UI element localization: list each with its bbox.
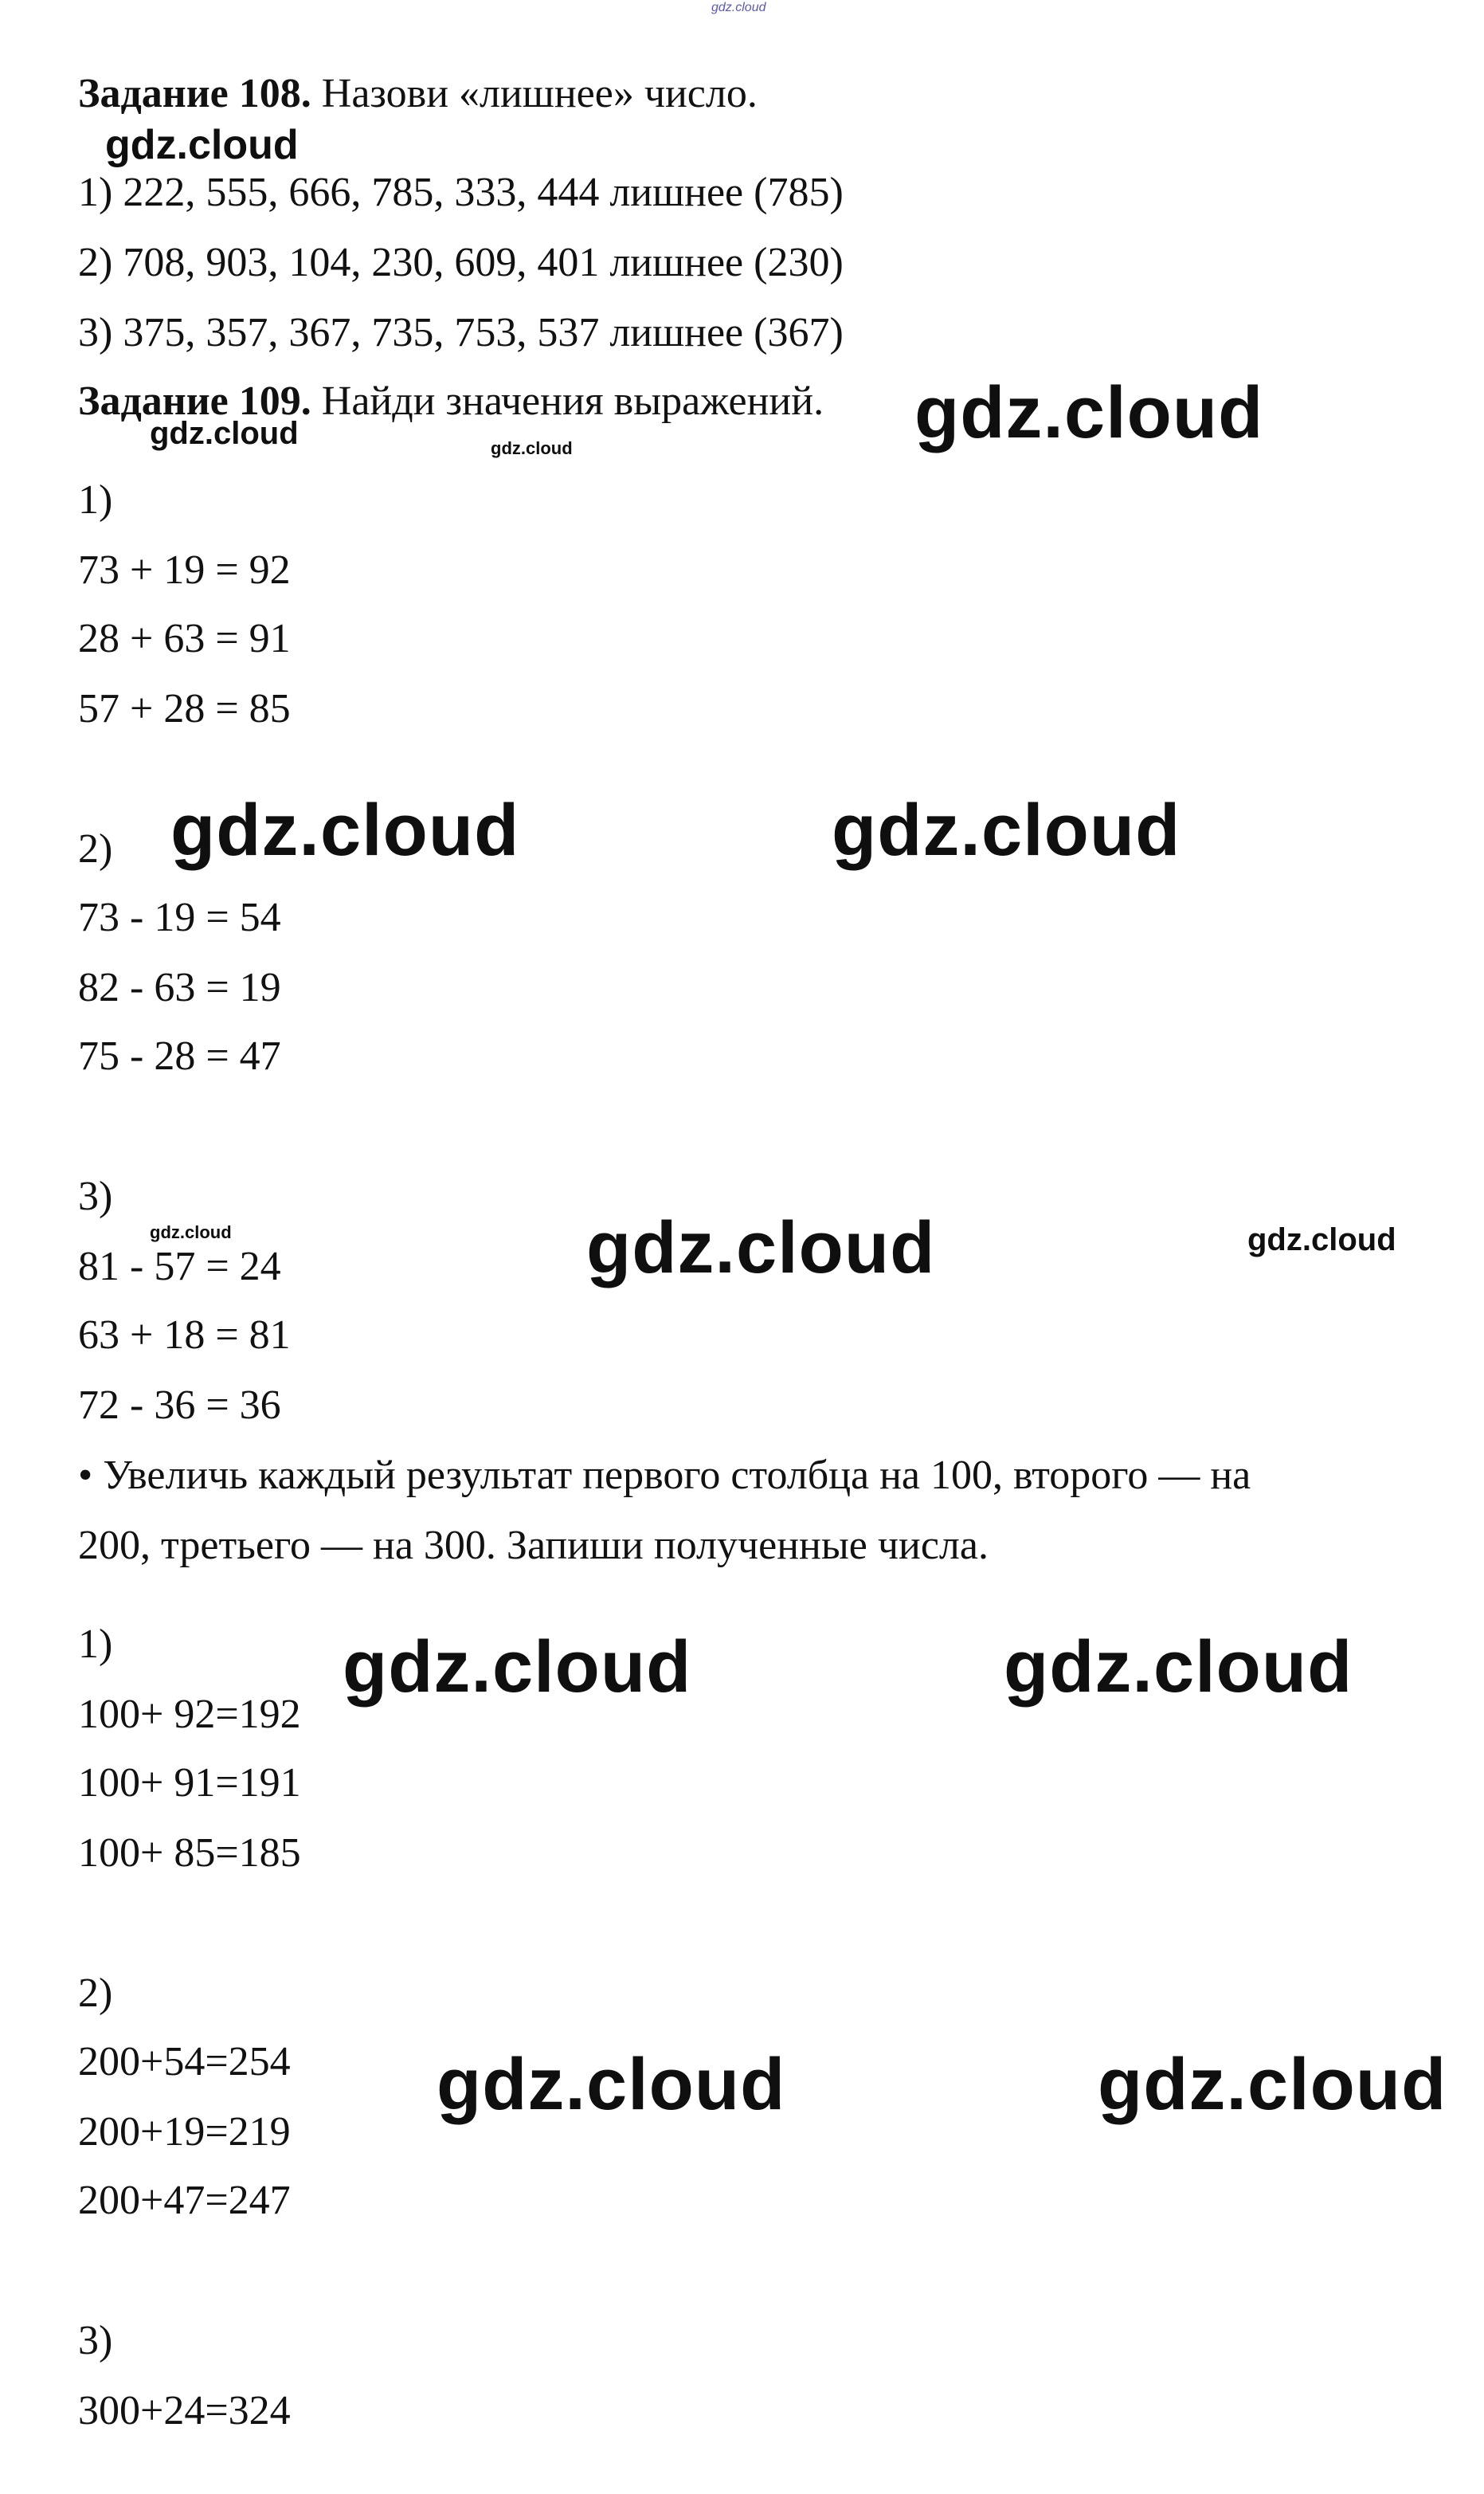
task108-instruction: Назови «лишнее» число. bbox=[321, 71, 758, 116]
result-line: 100+ 85=185 bbox=[78, 1830, 301, 1876]
expression-line: 57 + 28 = 85 bbox=[78, 686, 291, 731]
expression-line: 73 + 19 = 92 bbox=[78, 547, 291, 593]
watermark-top: gdz.cloud bbox=[711, 1, 766, 14]
expression-line: 72 - 36 = 36 bbox=[78, 1382, 281, 1428]
watermark: gdz.cloud bbox=[914, 372, 1264, 453]
expression-line: 28 + 63 = 91 bbox=[78, 616, 291, 661]
task108-item: 2) 708, 903, 104, 230, 609, 401 лишнее (230) bbox=[78, 240, 844, 285]
watermark: gdz.cloud bbox=[586, 1207, 936, 1288]
task109-title: Задание 109. bbox=[78, 378, 311, 424]
expression-line: 82 - 63 = 19 bbox=[78, 965, 281, 1010]
watermark: gdz.cloud bbox=[170, 790, 520, 871]
task109-heading bbox=[78, 378, 824, 425]
bullet-instruction: 200, третьего — на 300. Запиши полученные числа. bbox=[78, 1523, 989, 1568]
result-line: 200+47=247 bbox=[78, 2178, 291, 2223]
result-line: 200+19=219 bbox=[78, 2109, 291, 2155]
watermark: gdz.cloud bbox=[437, 2044, 786, 2125]
watermark: gdz.cloud bbox=[1247, 1222, 1396, 1257]
result-line: 300+24=324 bbox=[78, 2388, 291, 2433]
group-label: 3) bbox=[78, 1174, 113, 1219]
expression-line: 81 - 57 = 24 bbox=[78, 1244, 281, 1289]
expression-line: 73 - 19 = 54 bbox=[78, 895, 281, 940]
group-label: 1) bbox=[78, 1621, 113, 1667]
watermark: gdz.cloud bbox=[1004, 1626, 1353, 1708]
watermark: gdz.cloud bbox=[105, 122, 299, 168]
group-label: 3) bbox=[78, 2318, 113, 2363]
task108-item: 3) 375, 357, 367, 735, 753, 537 лишнее (367) bbox=[78, 310, 844, 355]
expression-line: 75 - 28 = 47 bbox=[78, 1033, 281, 1079]
watermark: gdz.cloud bbox=[343, 1626, 692, 1708]
result-line: 200+54=254 bbox=[78, 2039, 291, 2084]
watermark: gdz.cloud bbox=[150, 416, 299, 451]
watermark: gdz.cloud bbox=[1098, 2044, 1447, 2125]
watermark: gdz.cloud bbox=[832, 790, 1181, 871]
task109-instruction: Найди значения выражений. bbox=[321, 378, 824, 424]
task108-title: Задание 108. bbox=[78, 71, 311, 116]
group-label: 1) bbox=[78, 477, 113, 523]
group-label: 2) bbox=[78, 826, 113, 872]
result-line: 100+ 92=192 bbox=[78, 1692, 301, 1737]
watermark: gdz.cloud bbox=[491, 438, 573, 458]
expression-line: 63 + 18 = 81 bbox=[78, 1312, 291, 1358]
task108-item: 1) 222, 555, 666, 785, 333, 444 лишнее (785) bbox=[78, 170, 844, 215]
task108-heading bbox=[78, 70, 758, 118]
group-label: 2) bbox=[78, 1970, 113, 2016]
bullet-instruction: • Увеличь каждый результат первого столбца на 100, второго — на bbox=[78, 1453, 1251, 1498]
result-line: 100+ 91=191 bbox=[78, 1760, 301, 1806]
watermark: gdz.cloud bbox=[150, 1222, 232, 1242]
